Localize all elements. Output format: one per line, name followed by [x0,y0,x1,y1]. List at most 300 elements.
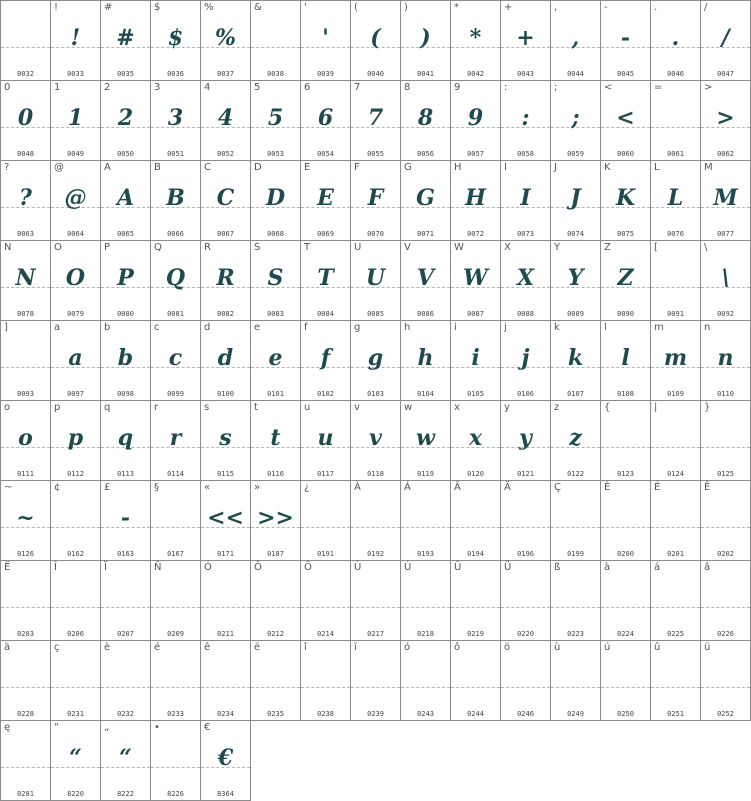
character-code: 0067 [217,230,234,238]
character-code: 0057 [467,150,484,158]
baseline-divider [351,687,400,688]
glyph-cell [400,80,451,161]
glyph-cell [600,480,651,561]
glyph-cell [300,320,351,401]
character-label: 1 [54,82,61,93]
baseline-divider [701,607,750,608]
character-code: 0238 [317,710,334,718]
glyph-sample: W [463,265,488,291]
glyph-sample: n [717,345,734,371]
glyph-cell [300,400,351,481]
character-label: é [154,642,161,653]
glyph-cell [500,400,551,481]
character-code: 0249 [567,710,584,718]
glyph-cell [650,480,701,561]
glyph-cell [700,0,751,81]
character-code: 0171 [217,550,234,558]
character-code: 0192 [367,550,384,558]
glyph-cell [350,80,401,161]
character-code: 0199 [567,550,584,558]
character-code: 0243 [417,710,434,718]
baseline-divider [401,607,450,608]
baseline-divider [501,527,550,528]
glyph-cell [600,640,651,721]
character-label: 4 [204,82,211,93]
baseline-divider [301,607,350,608]
glyph-cell [350,0,401,81]
character-code: 0045 [617,70,634,78]
glyph-sample: L [667,185,684,211]
glyph-cell [100,160,151,241]
baseline-divider [551,527,600,528]
glyph-cell [0,400,51,481]
character-code: 0056 [417,150,434,158]
character-label: E [304,162,311,173]
character-code: 0063 [17,230,34,238]
glyph-sample: h [417,345,434,371]
baseline-divider [1,47,50,48]
character-code: 0076 [667,230,684,238]
glyph-cell [650,560,701,641]
character-label: ö [504,642,511,653]
glyph-cell [200,480,251,561]
glyph-cell [650,0,701,81]
glyph-cell [450,640,501,721]
baseline-divider [251,47,300,48]
character-label: p [54,402,61,413]
glyph-sample: c [168,345,183,371]
glyph-cell [300,80,351,161]
character-code: 0052 [217,150,234,158]
character-label: ï [354,642,357,653]
character-label: « [204,482,211,493]
glyph-cell [250,640,301,721]
glyph-cell [400,160,451,241]
character-code: 0051 [167,150,184,158]
character-code: 0250 [617,710,634,718]
character-code: 0106 [517,390,534,398]
glyph-cell [450,320,501,401]
glyph-sample: € [217,745,234,771]
character-code: 0196 [517,550,534,558]
character-code: 0167 [167,550,184,558]
baseline-divider [301,527,350,528]
glyph-cell [0,80,51,161]
character-code: 0187 [267,550,284,558]
glyph-sample: 3 [167,105,184,131]
character-code: 0200 [617,550,634,558]
character-code: 0116 [267,470,284,478]
character-code: 0226 [717,630,734,638]
character-code: 0070 [367,230,384,238]
glyph-sample: 1 [67,105,84,131]
glyph-sample: d [217,345,234,371]
character-code: 0038 [267,70,284,78]
character-code: 8220 [67,790,84,798]
glyph-cell [200,0,251,81]
glyph-cell [50,320,101,401]
character-label: Q [154,242,162,253]
glyph-sample: 0 [17,105,34,131]
glyph-cell [150,720,201,801]
character-code: 0043 [517,70,534,78]
glyph-cell [50,400,101,481]
character-label: r [154,402,159,413]
glyph-cell [450,240,501,321]
character-label: k [554,322,560,333]
glyph-sample: ( [370,25,381,51]
glyph-cell [0,0,51,81]
character-code: 0087 [467,310,484,318]
glyph-sample: # [116,25,135,51]
glyph-cell [550,320,601,401]
character-label: y [504,402,510,413]
glyph-cell [550,640,601,721]
character-label: / [704,2,708,13]
glyph-cell [50,480,101,561]
glyph-sample: f [320,345,331,371]
character-label: À [354,482,361,493]
character-code: 0122 [567,470,584,478]
character-label: M [704,162,713,173]
glyph-sample: M [713,185,738,211]
character-code: 0235 [267,710,284,718]
character-label: F [354,162,360,173]
baseline-divider [651,527,700,528]
character-code: 8226 [167,790,184,798]
glyph-cell [150,0,201,81]
glyph-cell [350,400,401,481]
character-code: 0103 [367,390,384,398]
character-label: » [254,482,261,493]
baseline-divider [201,607,250,608]
glyph-sample: Y [567,265,584,291]
baseline-divider [651,447,700,448]
character-label: o [4,402,11,413]
character-code: 0046 [667,70,684,78]
character-label: Ú [404,562,412,573]
glyph-cell [50,160,101,241]
character-label: u [304,402,311,413]
character-code: 0239 [367,710,384,718]
character-code: 0224 [617,630,634,638]
character-label: X [504,242,511,253]
glyph-sample: 8 [417,105,434,131]
glyph-sample: C [216,185,235,211]
character-label: g [354,322,361,333]
glyph-sample: - [620,25,631,51]
character-code: 0077 [717,230,734,238]
baseline-divider [651,127,700,128]
baseline-divider [701,447,750,448]
glyph-sample: : [521,105,530,131]
baseline-divider [401,687,450,688]
glyph-sample: > [716,105,735,131]
character-code: 0201 [667,550,684,558]
glyph-sample: p [67,425,84,451]
character-label: € [204,722,211,733]
glyph-cell [250,320,301,401]
character-code: 0105 [467,390,484,398]
character-code: 0084 [317,310,334,318]
character-code: 0102 [317,390,334,398]
character-label: 7 [354,82,361,93]
character-code: 0193 [417,550,434,558]
glyph-sample: J [570,185,581,211]
character-label: “ [54,722,60,733]
character-label: è [104,642,111,653]
glyph-cell [150,640,201,721]
character-code: 0062 [717,150,734,158]
character-code: 0281 [17,790,34,798]
character-label: K [604,162,611,173]
baseline-divider [1,367,50,368]
character-label: T [304,242,311,253]
glyph-cell [500,480,551,561]
glyph-cell [400,0,451,81]
character-label: Ü [504,562,512,573]
glyph-cell [400,640,451,721]
character-label: U [354,242,362,253]
glyph-cell [200,160,251,241]
glyph-sample: “ [119,745,132,771]
character-code: 0072 [467,230,484,238]
character-code: 0059 [567,150,584,158]
character-code: 0089 [567,310,584,318]
glyph-cell [400,320,451,401]
character-label: z [554,402,560,413]
glyph-cell [250,560,301,641]
character-code: 0112 [67,470,84,478]
character-code: 0088 [517,310,534,318]
character-code: 0036 [167,70,184,78]
character-label: > [704,82,713,93]
character-label: 3 [154,82,161,93]
character-label: % [204,2,214,13]
glyph-cell [350,160,401,241]
glyph-sample: << [207,505,244,531]
glyph-sample: m [663,345,688,371]
baseline-divider [51,607,100,608]
character-label: = [654,82,663,93]
glyph-cell [450,0,501,81]
glyph-cell [500,0,551,81]
glyph-cell [200,720,251,801]
glyph-cell [500,640,551,721]
character-label: d [204,322,211,333]
character-label: ) [404,2,408,13]
glyph-sample: @ [64,185,87,211]
character-label: \ [704,242,708,253]
baseline-divider [601,687,650,688]
glyph-cell [200,320,251,401]
character-code: 0044 [567,70,584,78]
character-code: 0115 [217,470,234,478]
glyph-sample: X [516,265,535,291]
character-label: G [404,162,412,173]
character-code: 0124 [667,470,684,478]
glyph-cell [100,480,151,561]
glyph-cell [100,80,151,161]
character-code: 0073 [517,230,534,238]
glyph-sample: % [215,25,236,51]
baseline-divider [51,527,100,528]
character-label: + [504,2,513,13]
glyph-cell [550,240,601,321]
baseline-divider [251,607,300,608]
character-label: „ [104,722,110,733]
character-code: 0068 [267,230,284,238]
baseline-divider [351,607,400,608]
character-code: 0083 [267,310,284,318]
glyph-cell [0,240,51,321]
baseline-divider [301,687,350,688]
glyph-sample: - [120,505,131,531]
baseline-divider [551,687,600,688]
glyph-cell [350,560,401,641]
glyph-cell [150,240,201,321]
glyph-sample: B [166,185,185,211]
character-code: 0049 [67,150,84,158]
character-code: 0251 [667,710,684,718]
baseline-divider [401,527,450,528]
glyph-cell [500,160,551,241]
glyph-cell [200,560,251,641]
character-code: 0041 [417,70,434,78]
character-label: ß [554,562,561,573]
glyph-cell [0,480,51,561]
character-code: 0110 [717,390,734,398]
glyph-sample: V [416,265,435,291]
baseline-divider [201,687,250,688]
character-label: q [104,402,111,413]
character-label: £ [104,482,111,493]
glyph-sample: l [621,345,630,371]
character-code: 0035 [117,70,134,78]
character-code: 0234 [217,710,234,718]
character-code: 0125 [717,470,734,478]
character-label: h [404,322,411,333]
character-code: 0080 [117,310,134,318]
glyph-cell [300,640,351,721]
character-label: < [604,82,613,93]
glyph-cell [0,720,51,801]
glyph-cell [700,240,751,321]
character-code: 0162 [67,550,84,558]
glyph-cell [250,400,301,481]
glyph-sample: e [268,345,283,371]
character-label: Y [554,242,561,253]
baseline-divider [601,607,650,608]
glyph-cell [300,160,351,241]
character-label: n [704,322,711,333]
character-label: W [454,242,464,253]
glyph-sample: k [567,345,584,371]
character-code: 0191 [317,550,334,558]
character-label: ' [304,2,307,13]
glyph-cell [650,240,701,321]
character-code: 0121 [517,470,534,478]
character-code: 0040 [367,70,384,78]
glyph-cell [700,400,751,481]
glyph-cell [550,560,601,641]
glyph-sample: i [471,345,480,371]
glyph-cell [500,240,551,321]
glyph-cell [100,560,151,641]
character-label: @ [54,162,64,173]
character-label: î [304,642,307,653]
character-label: 0 [4,82,11,93]
character-label: ( [354,2,358,13]
character-label: R [204,242,211,253]
glyph-sample: v [369,425,382,451]
character-label: B [154,162,161,173]
baseline-divider [451,687,500,688]
character-label: l [604,322,607,333]
glyph-sample: I [520,185,531,211]
glyph-sample: 5 [267,105,284,131]
glyph-cell [200,640,251,721]
character-label: j [504,322,507,333]
character-code: 0117 [317,470,334,478]
character-code: 0109 [667,390,684,398]
glyph-sample: O [65,265,86,291]
character-code: 0079 [67,310,84,318]
glyph-cell [250,0,301,81]
character-code: 0211 [217,630,234,638]
glyph-sample: 9 [467,105,484,131]
character-label: b [104,322,111,333]
baseline-divider [651,607,700,608]
character-label: c [154,322,160,333]
glyph-cell [450,480,501,561]
character-code: 0074 [567,230,584,238]
character-label: * [454,2,459,13]
glyph-cell [100,400,151,481]
character-code: 0082 [217,310,234,318]
character-label: s [204,402,210,413]
character-code: 0120 [467,470,484,478]
character-code: 0050 [117,150,134,158]
character-label: ü [704,642,711,653]
baseline-divider [451,607,500,608]
character-label: Ö [304,562,312,573]
glyph-sample: A [116,185,135,211]
glyph-cell [550,0,601,81]
glyph-sample: $ [167,25,184,51]
glyph-sample: w [416,425,435,451]
glyph-cell [550,160,601,241]
glyph-sample: z [569,425,582,451]
glyph-cell [700,320,751,401]
glyph-sample: T [317,265,334,291]
glyph-cell [150,400,201,481]
glyph-cell [600,400,651,481]
character-label: ê [204,642,211,653]
character-label: ę [4,722,11,733]
glyph-cell [50,640,101,721]
character-label: ? [4,162,10,173]
character-label: â [704,562,711,573]
character-code: 0086 [417,310,434,318]
glyph-cell [450,400,501,481]
character-label: Ê [704,482,711,493]
glyph-cell [150,560,201,641]
glyph-sample: q [117,425,134,451]
glyph-cell [50,240,101,321]
glyph-sample: x [468,425,483,451]
character-code: 0065 [117,230,134,238]
